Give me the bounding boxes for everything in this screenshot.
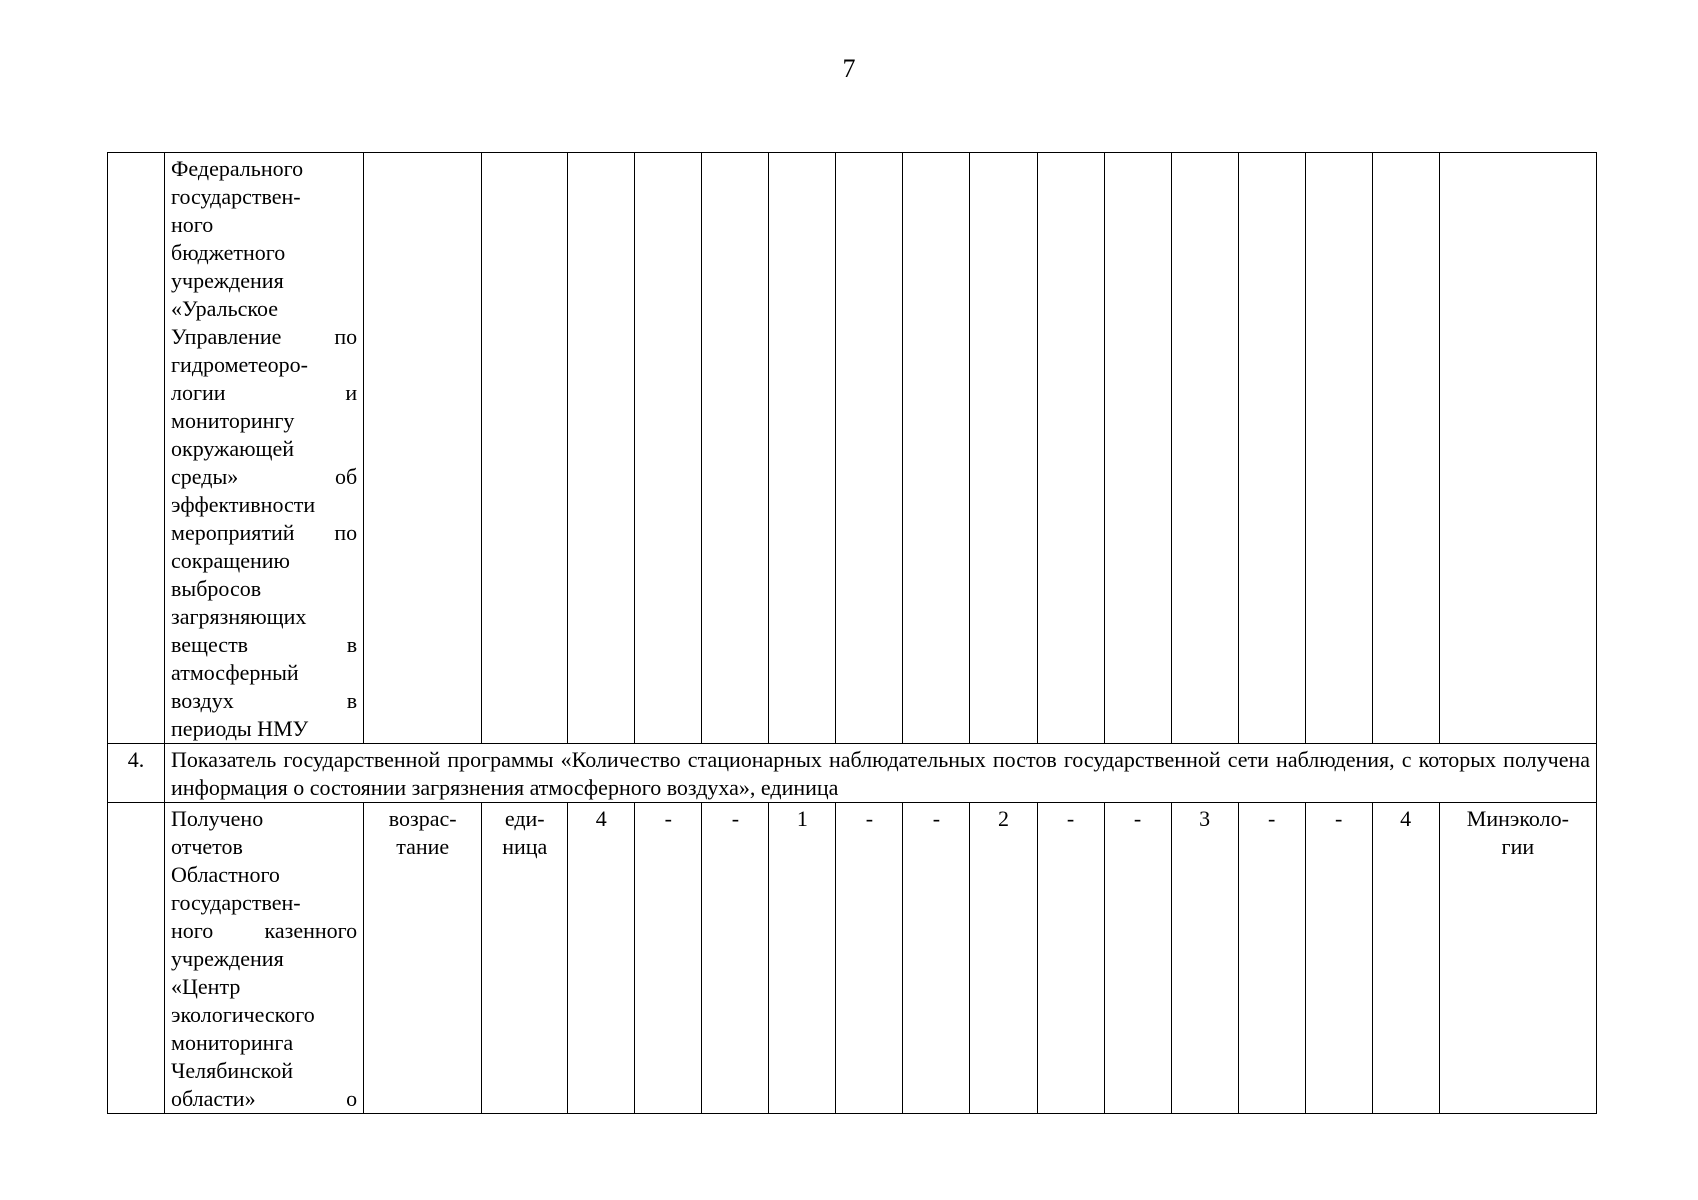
name-line: учреждения — [171, 268, 284, 293]
indicator-name-cell — [165, 803, 364, 1114]
name-line: мониторинга — [171, 1030, 294, 1055]
empty-cell — [1305, 153, 1372, 744]
empty-cell — [482, 153, 568, 744]
name-line: окружающей — [171, 436, 295, 461]
name-line: гидрометеоро- — [171, 352, 308, 377]
name-line: мониторингу — [171, 408, 295, 433]
name-line: государствен- — [171, 184, 301, 209]
name-line: веществ в — [171, 632, 358, 657]
name-line: Получено — [171, 806, 264, 831]
page-number: 7 — [842, 54, 856, 83]
responsible-line: Минэколо- — [1466, 806, 1569, 831]
value-cell: - — [1238, 803, 1305, 1114]
name-line: экологического — [171, 1002, 315, 1027]
name-line: среды» об — [171, 464, 358, 489]
value-cell: - — [1104, 803, 1171, 1114]
empty-cell — [769, 153, 836, 744]
name-line: учреждения — [171, 946, 284, 971]
name-line: выбросов — [171, 576, 262, 601]
value-cell: 4 — [568, 803, 635, 1114]
section-title-cell: Показатель государственной программы «Количество стационарных наблюдательных постов государственной сети наблюдения, с которых получена информация о состоянии загрязнения атмосферного воздуха», единица — [165, 744, 1597, 803]
table-row-indicator — [108, 803, 1597, 1114]
name-line: Челябинской — [171, 1058, 294, 1083]
value-cell: 3 — [1171, 803, 1238, 1114]
direction-cell — [364, 803, 482, 1114]
name-line: периоды НМУ — [171, 716, 309, 741]
name-line: Областного — [171, 862, 280, 887]
name-line: «Центр — [171, 974, 241, 999]
value-cell: - — [635, 803, 702, 1114]
empty-cell — [364, 153, 482, 744]
name-line: логии и — [171, 380, 358, 405]
empty-cell — [1171, 153, 1238, 744]
direction-line: возрас- — [388, 806, 457, 831]
unit-line: еди- — [504, 806, 545, 831]
row-number-cell — [108, 803, 165, 1114]
name-line: сокращению — [171, 548, 290, 573]
table-row-section-4 — [108, 744, 1597, 803]
row-number-cell: 4. — [108, 744, 165, 803]
empty-cell — [635, 153, 702, 744]
indicator-name-cell — [165, 153, 364, 744]
name-line: области» о — [171, 1086, 358, 1111]
empty-cell — [1104, 153, 1171, 744]
name-line: эффективности — [171, 492, 316, 517]
value-cell: 1 — [769, 803, 836, 1114]
empty-cell — [568, 153, 635, 744]
empty-cell — [1037, 153, 1104, 744]
responsible-line: гии — [1501, 834, 1535, 859]
unit-cell — [482, 803, 568, 1114]
empty-cell — [903, 153, 970, 744]
empty-cell — [1439, 153, 1596, 744]
table-row-continued — [108, 153, 1597, 744]
name-line: бюджетного — [171, 240, 286, 265]
name-line: загрязняющих — [171, 604, 307, 629]
name-line: Управление по — [171, 324, 358, 349]
name-line: государствен- — [171, 890, 301, 915]
name-line: атмосферный — [171, 660, 299, 685]
name-line: ного — [171, 212, 214, 237]
name-line: воздух в — [171, 688, 358, 713]
value-cell: - — [836, 803, 903, 1114]
indicators-table — [107, 152, 1597, 1114]
name-line: отчетов — [171, 834, 243, 859]
value-cell: 2 — [970, 803, 1037, 1114]
name-line: Федерального — [171, 156, 304, 181]
name-line: ного казенного — [171, 918, 358, 943]
value-cell: 4 — [1372, 803, 1439, 1114]
direction-line: тание — [396, 834, 450, 859]
empty-cell — [1238, 153, 1305, 744]
value-cell: - — [1305, 803, 1372, 1114]
name-line: «Уральское — [171, 296, 279, 321]
value-cell: - — [903, 803, 970, 1114]
empty-cell — [702, 153, 769, 744]
row-number-cell — [108, 153, 165, 744]
name-line: мероприятий по — [171, 520, 358, 545]
empty-cell — [836, 153, 903, 744]
unit-line: ница — [502, 834, 548, 859]
responsible-cell — [1439, 803, 1596, 1114]
empty-cell — [970, 153, 1037, 744]
value-cell: - — [1037, 803, 1104, 1114]
value-cell: - — [702, 803, 769, 1114]
empty-cell — [1372, 153, 1439, 744]
